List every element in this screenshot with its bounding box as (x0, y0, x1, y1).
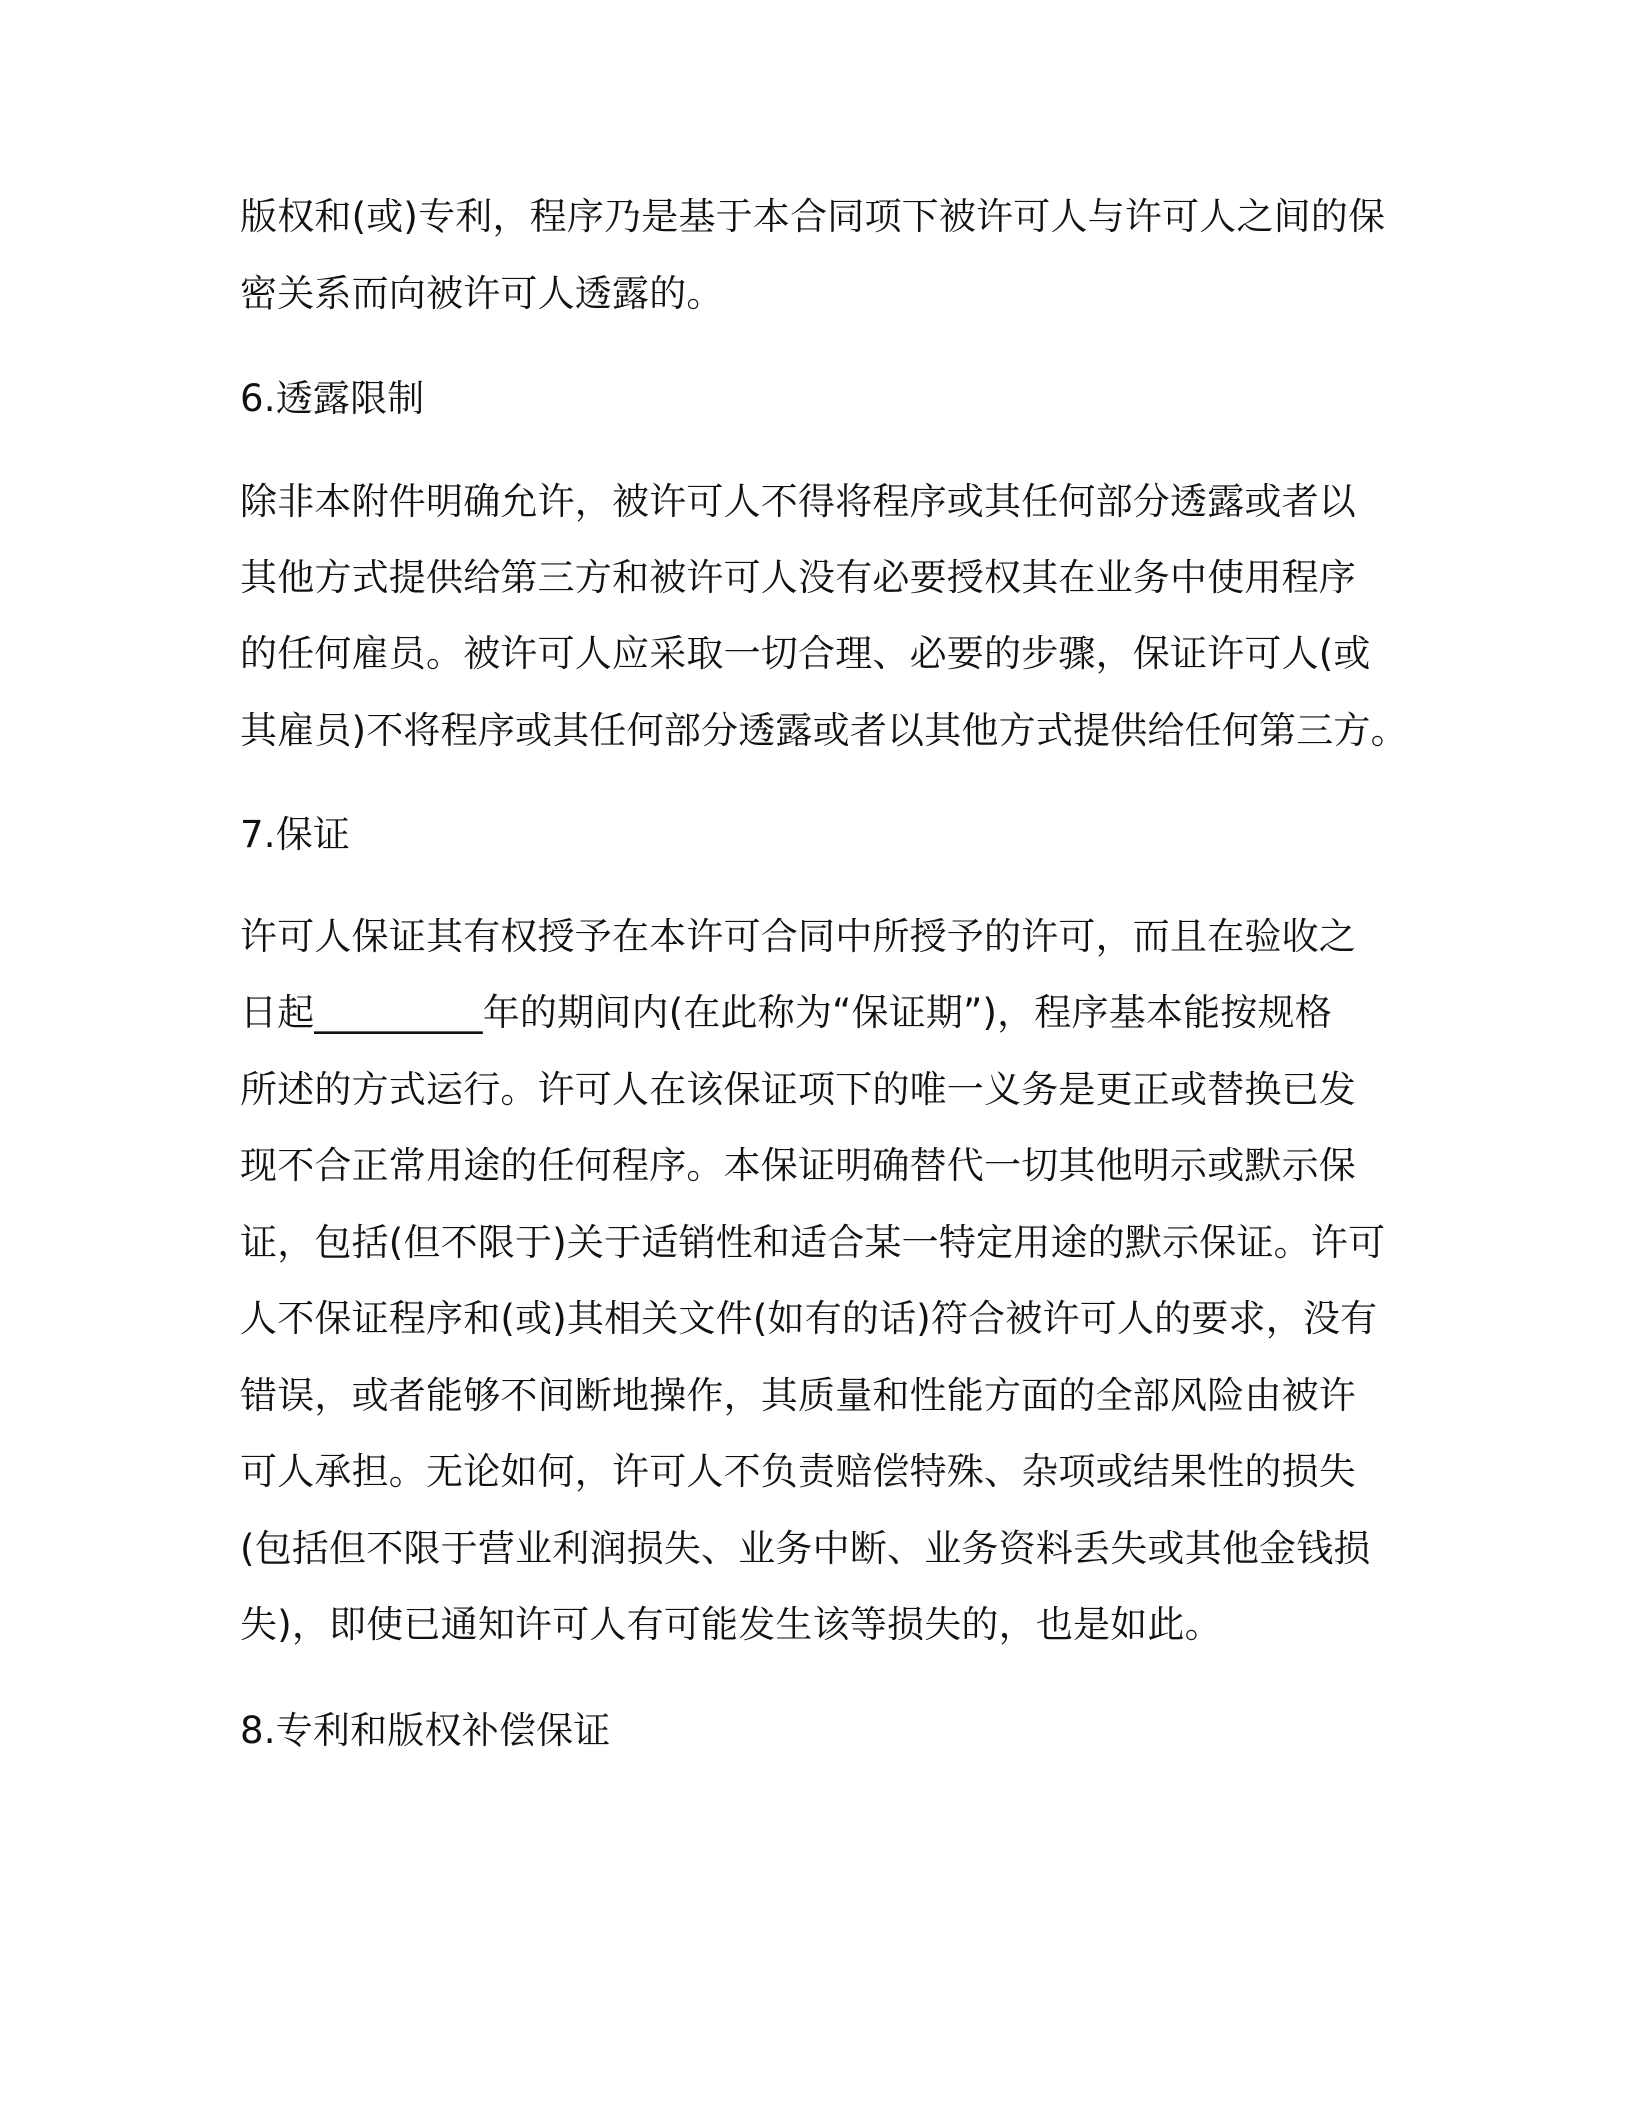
paragraph-7-line-6: 人不保证程序和(或)其相关文件(如有的话)符合被许可人的要求，没有 (240, 1297, 1378, 1340)
section-6-heading: 6.透露限制 (240, 377, 425, 420)
paragraph-6-line-4: 其雇员)不将程序或其任何部分透露或者以其他方式提供给任何第三方。 (240, 709, 1408, 752)
section-7-heading: 7.保证 (240, 813, 351, 856)
paragraph-7-line-3: 所述的方式运行。许可人在该保证项下的唯一义务是更正或替换已发 (240, 1068, 1356, 1111)
paragraph-6-line-2: 其他方式提供给第三方和被许可人没有必要授权其在业务中使用程序 (240, 556, 1356, 599)
paragraph-7-line-10: 失)，即使已通知许可人有可能发生该等损失的，也是如此。 (240, 1603, 1222, 1646)
paragraph-7-line-8: 可人承担。无论如何，许可人不负责赔偿特殊、杂项或结果性的损失 (240, 1450, 1356, 1493)
section-8-heading: 8.专利和版权补偿保证 (240, 1709, 611, 1752)
paragraph-5-line-1: 版权和(或)专利，程序乃是基于本合同项下被许可人与许可人之间的保 (240, 195, 1386, 238)
paragraph-6-line-1: 除非本附件明确允许，被许可人不得将程序或其任何部分透露或者以 (240, 480, 1356, 523)
paragraph-7-line-5: 证，包括(但不限于)关于适销性和适合某一特定用途的默示保证。许可 (240, 1221, 1386, 1264)
paragraph-7-line-7: 错误，或者能够不间断地操作，其质量和性能方面的全部风险由被许 (240, 1374, 1356, 1417)
paragraph-5-line-2: 密关系而向被许可人透露的。 (240, 272, 724, 315)
paragraph-7-line-4: 现不合正常用途的任何程序。本保证明确替代一切其他明示或默示保 (240, 1144, 1356, 1187)
paragraph-7-line-9: (包括但不限于营业利润损失、业务中断、业务资料丢失或其他金钱损 (240, 1527, 1371, 1570)
paragraph-7-line-1: 许可人保证其有权授予在本许可合同中所授予的许可，而且在验收之 (240, 915, 1356, 958)
paragraph-6-line-3: 的任何雇员。被许可人应采取一切合理、必要的步骤，保证许可人(或 (240, 632, 1371, 675)
paragraph-7-line-2: 日起_________年的期间内(在此称为“保证期”)，程序基本能按规格 (240, 991, 1332, 1034)
